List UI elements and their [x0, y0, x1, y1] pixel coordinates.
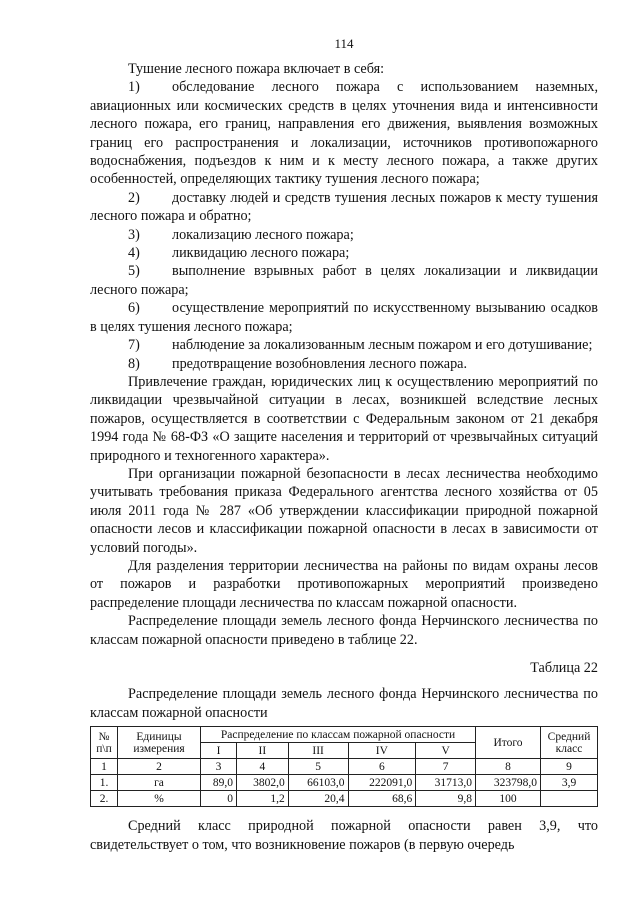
list-item	[90, 336, 598, 354]
index-cell: 3	[201, 759, 237, 775]
body-paragraph: Распределение площади земель лесного фонда Нерчинского лесничества по классам пожарной опасности приведено в таблице 22.	[90, 613, 598, 648]
table-cell: %	[118, 791, 201, 807]
body-paragraph: Для разделения территории лесничества на районы по видам охраны лесов от пожаров и разработки противопожарных мероприятий произведено распределение площади лесничества по классам пожарной опасности.	[90, 557, 598, 611]
item-number: 4)	[128, 245, 140, 262]
list-item	[90, 244, 598, 262]
table-cell: га	[118, 775, 201, 791]
table-title: Распределение площади земель лесного фонда Нерчинского лесничества по классам пожарной опасности	[90, 686, 598, 721]
list-item	[90, 78, 598, 188]
table-cell: 20,4	[288, 791, 348, 807]
table-cell: 3802,0	[236, 775, 288, 791]
header-num: № п\п	[91, 727, 118, 759]
index-cell: 5	[288, 759, 348, 775]
index-cell: 6	[348, 759, 416, 775]
header-average: Средний класс	[541, 727, 598, 759]
table-index-row	[91, 759, 598, 775]
index-cell: 1	[91, 759, 118, 775]
item-text: обследование лесного пожара с использованием наземных, авиационных или космических средств в целях уточнения вида и интенсивности лесного пожара, его границ, направления его движения, выявления возможных границ его распространения и локализации, источников противопожарного водоснабжения, подъездов к ним и к месту лесного пожара, а также других особенностей, определяющих тактику тушения лесного пожара;	[90, 79, 598, 188]
item-text: осуществление мероприятий по искусственному вызыванию осадков в целях тушения лесного пожара;	[90, 300, 598, 335]
body-paragraph: При организации пожарной безопасности в лесах лесничества необходимо учитывать требования приказа Федерального агентства лесного хозяйства от 05 июля 2011 года № 287 «Об утверждении классификации природной пожарной опасности лесов и классификации пожарной опасности в лесах в зависимости от условий погоды».	[90, 465, 598, 556]
table-cell: 222091,0	[348, 775, 416, 791]
list-item	[90, 355, 598, 373]
item-number: 5)	[128, 263, 140, 280]
item-number: 1)	[128, 79, 140, 96]
table-row	[91, 791, 598, 807]
table-cell: 66103,0	[288, 775, 348, 791]
item-number: 2)	[128, 189, 140, 206]
table-cell: 3,9	[541, 775, 598, 791]
header-class: V	[416, 743, 476, 759]
index-cell: 2	[118, 759, 201, 775]
list-item	[90, 262, 598, 299]
table-cell: 68,6	[348, 791, 416, 807]
table-cell: 9,8	[416, 791, 476, 807]
table-row	[91, 775, 598, 791]
item-text: наблюдение за локализованным лесным пожаром и его дотушивание;	[172, 337, 593, 354]
item-text: доставку людей и средств тушения лесных пожаров к месту тушения лесного пожара и обратно;	[90, 189, 598, 225]
header-class: IV	[348, 743, 416, 759]
list-item	[90, 226, 598, 244]
item-text: выполнение взрывных работ в целях локализации и ликвидации лесного пожара;	[90, 263, 598, 298]
table-cell: 1,2	[236, 791, 288, 807]
fire-class-table	[90, 726, 598, 807]
header-units: Единицы измерения	[118, 727, 201, 759]
page-number: 114	[334, 36, 354, 51]
index-cell: 4	[236, 759, 288, 775]
item-text: локализацию лесного пожара;	[172, 226, 354, 243]
list-item	[90, 299, 598, 336]
header-total: Итого	[476, 727, 541, 759]
body-paragraph: Привлечение граждан, юридических лиц к осуществлению мероприятий по ликвидации чрезвычайной ситуации в лесах, возникшей вследствие лесных пожаров, осуществляется в соответствии с Федеральным законом от 21 декабря 1994 года № 68-ФЗ «О защите населения и территорий от чрезвычайных ситуаций природного и техногенного характера».	[90, 373, 598, 464]
table-cell: 100	[476, 791, 541, 807]
item-number: 3)	[128, 226, 140, 243]
table-cell	[541, 791, 598, 807]
item-list	[90, 78, 598, 373]
closing-paragraph: Средний класс природной пожарной опасности равен 3,9, что свидетельствует о том, что возникновение пожаров (в первую очередь	[90, 818, 598, 853]
header-class: II	[236, 743, 288, 759]
item-text: предотвращение возобновления лесного пожара.	[172, 355, 468, 372]
item-number: 6)	[128, 300, 140, 317]
document-page	[90, 36, 598, 854]
table-cell: 89,0	[201, 775, 237, 791]
item-text: ликвидацию лесного пожара;	[172, 245, 350, 262]
item-number: 8)	[128, 355, 140, 372]
table-cell: 323798,0	[476, 775, 541, 791]
table-header-row	[91, 727, 598, 743]
index-cell: 8	[476, 759, 541, 775]
index-cell: 7	[416, 759, 476, 775]
intro-paragraph: Тушение лесного пожара включает в себя:	[128, 61, 385, 77]
table-cell: 31713,0	[416, 775, 476, 791]
header-class: III	[288, 743, 348, 759]
header-class: I	[201, 743, 237, 759]
index-cell: 9	[541, 759, 598, 775]
table-cell: 0	[201, 791, 237, 807]
header-class-group: Распределение по классам пожарной опасности	[201, 727, 476, 743]
item-number: 7)	[128, 337, 140, 354]
table-cell: 2.	[91, 791, 118, 807]
list-item	[90, 189, 598, 226]
table-cell: 1.	[91, 775, 118, 791]
table-caption: Таблица 22	[530, 660, 598, 676]
